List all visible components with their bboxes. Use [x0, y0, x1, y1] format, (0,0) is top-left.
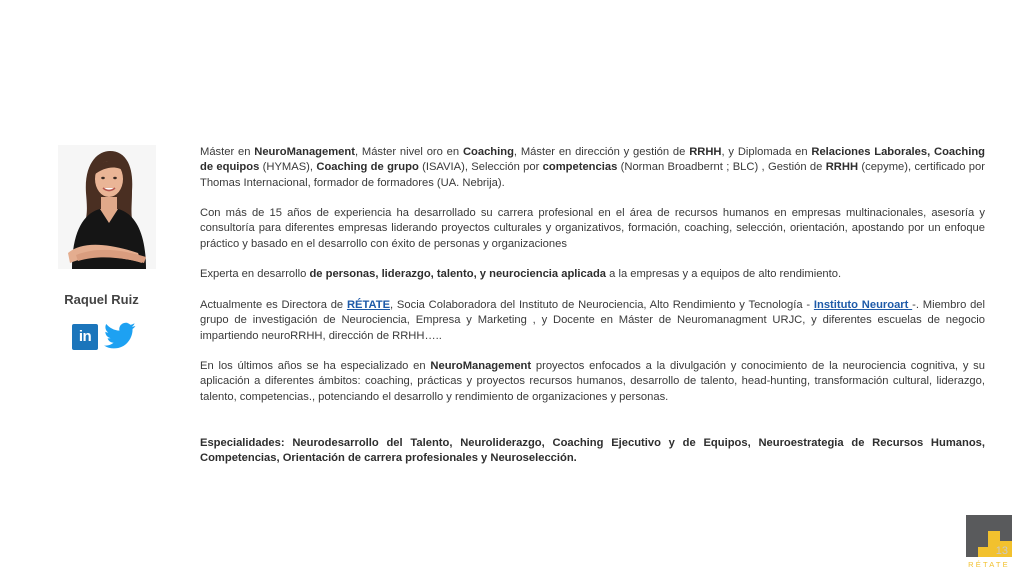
bio-text: [200, 145, 985, 482]
retate-logo: [964, 513, 1014, 569]
logo-text: RÉTATE: [968, 560, 1010, 569]
bio-paragraph-expertise: Experta en desarrollo de personas, liderazgo, talento, y neurociencia aplicada a la empresas y a equipos de alto rendimiento.: [200, 268, 842, 281]
instituto-neuroart-link[interactable]: Instituto Neuroart: [813, 298, 913, 311]
bio-paragraph-current: Actualmente es Directora de RÉTATE, Socia Colaboradora del Instituto de Neurociencia, Alto Rendimiento y Tecnología - Instituto Neuroart -. Miembro del grupo de investigación de Neurociencia, Empresa y Marketing , y Docente en Máster de Neuromanagment URJC, y diferentes escuelas de negocio impartiendo neuroRRHH, dirección de RRHH…..: [200, 298, 985, 342]
bio-paragraph-specialties: Especialidades: Neurodesarrollo del Talento, Neuroliderazgo, Coaching Ejecutivo y de Equipos, Neuroestrategia de Recursos Humanos, Competencias, Orientación de carrera profesionales y Neuroselección.: [200, 436, 985, 464]
bio-paragraph-experience: Con más de 15 años de experiencia ha desarrollado su carrera profesional en el área de recursos humanos en empresas multinacionales, asesoría y consultoría para diferentes empresas liderando proyectos culturales y organizativos, formación, coaching, selección, orientación, apostando por un enfoque práctico y basado en el desarrollo con éxito de personas y organizaciones: [200, 207, 985, 250]
profile-photo: [58, 145, 156, 269]
linkedin-icon[interactable]: in: [72, 324, 98, 350]
page-number: 13: [995, 545, 1008, 557]
retate-link[interactable]: RÉTATE: [346, 298, 391, 311]
bio-paragraph-education: Máster en NeuroManagement, Máster nivel oro en Coaching, Máster en dirección y gestión de RRHH, y Diplomada en Relaciones Laborales, Coaching de equipos (HYMAS), Coaching de grupo (ISAVIA), Selección por competencias (Norman Broadbernt ; BLC) , Gestión de RRHH (cepyme), certificado por Thomas Internacional, formador de formadores (UA. Nebrija).: [200, 146, 985, 189]
bio-paragraph-specialization: En los últimos años se ha especializado en NeuroManagement proyectos enfocados a la divulgación y conocimiento de la neurociencia cognitiva, y su aplicación a diferentes ámbitos: coaching, prácticas y proyectos recursos humanos, desarrollo de talento, head-hunting, transformación cultural, liderazgo, talento, competencias., potenciando el desarrollo y rendimiento de organizaciones y personas.: [200, 360, 986, 403]
twitter-icon[interactable]: [104, 322, 136, 350]
profile-name: Raquel Ruiz: [64, 292, 139, 307]
